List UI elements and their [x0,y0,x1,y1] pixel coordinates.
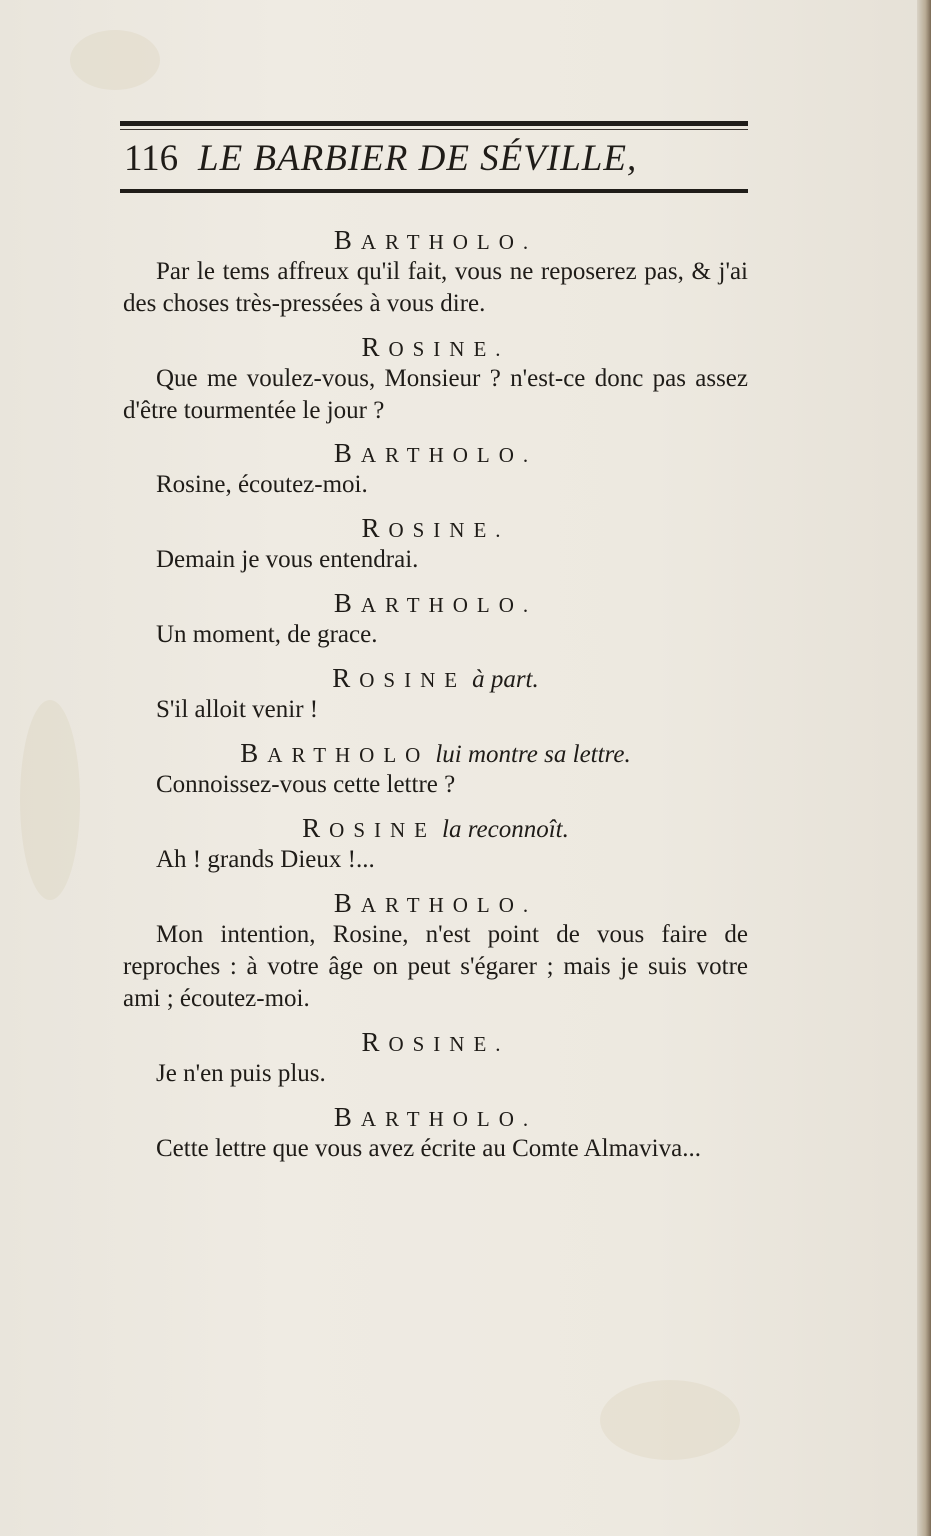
book-spine-edge [917,0,931,1536]
header-rule-top [120,121,748,126]
speech-text: Mon intention, Rosine, n'est point de vous faire de reproches : à votre âge on peut s'égarer ; mais je suis votre ami ; écoutez-moi. [123,921,748,1012]
dialogue-block [123,587,748,651]
dialogue-block [123,512,748,576]
dialogue-text [123,224,748,1176]
speaker-rest: OSINE [329,818,436,842]
speaker-rest: OSINE. [388,337,510,361]
page-number: 116 [124,138,179,179]
speech-text: Rosine, écoutez-moi. [156,471,368,498]
speaker-initial: B [240,738,268,768]
stage-direction: à part. [472,666,539,693]
speaker-rest: ARTHOLO. [360,230,538,254]
paper-stain [20,700,80,900]
running-head [120,132,748,186]
header-rule-bottom [120,189,748,193]
speaker-name [123,887,748,919]
dialogue-block [123,1101,748,1165]
speech-text: Par le tems affreux qu'il fait, vous ne reposerez pas, & j'ai des choses très-pressées à vous dire. [123,258,748,317]
speaker-rest: ARTHOLO. [360,1107,538,1131]
speaker-name [123,737,748,769]
speaker-rest: ARTHOLO. [360,593,538,617]
paper-stain [70,30,160,90]
speaker-initial: R [361,1027,389,1057]
speech-text: Je n'en puis plus. [156,1060,326,1087]
stage-direction: la reconnoît. [442,816,569,843]
dialogue-block [123,737,748,801]
speech-text: Cette lettre que vous avez écrite au Comte Almaviva... [156,1135,701,1162]
speaker-name [123,224,748,256]
speech-text: Demain je vous entendrai. [156,546,419,573]
speaker-rest: OSINE. [388,518,510,542]
speaker-name [123,512,748,544]
speaker-initial: R [361,513,389,543]
speaker-initial: R [332,663,360,693]
speech-text: Connoissez-vous cette lettre ? [156,771,456,798]
speaker-initial: B [333,438,361,468]
speaker-rest: ARTHOLO. [360,443,538,467]
speaker-name [123,662,748,694]
dialogue-block [123,887,748,1015]
speaker-rest: ARTHOLO [267,743,430,767]
speaker-name [123,331,748,363]
dialogue-block [123,812,748,876]
dialogue-block [123,331,748,427]
speaker-name [123,437,748,469]
speaker-name [123,812,748,844]
speech-text: Ah ! grands Dieux !... [156,846,375,873]
speaker-initial: R [361,332,389,362]
header-rule-top-thin [120,129,748,130]
speaker-initial: B [333,588,361,618]
paper-stain [600,1380,740,1460]
speaker-initial: B [333,225,361,255]
speaker-name [123,1026,748,1058]
speaker-name [123,587,748,619]
speech-text: Que me voulez-vous, Monsieur ? n'est-ce donc pas assez d'être tourmentée le jour ? [123,365,748,424]
dialogue-block [123,1026,748,1090]
speech-text: Un moment, de grace. [156,621,378,648]
dialogue-block [123,224,748,320]
speaker-initial: R [302,813,330,843]
stage-direction: lui montre sa lettre. [435,741,631,768]
speaker-initial: B [333,888,361,918]
dialogue-block [123,662,748,726]
speaker-initial: B [333,1102,361,1132]
speaker-rest: ARTHOLO. [360,893,538,917]
speaker-name [123,1101,748,1133]
speech-text: S'il alloit venir ! [156,696,319,723]
running-title: LE BARBIER DE SÉVILLE, [198,138,638,179]
dialogue-block [123,437,748,501]
speaker-rest: OSINE [359,668,467,692]
speaker-rest: OSINE. [388,1032,510,1056]
